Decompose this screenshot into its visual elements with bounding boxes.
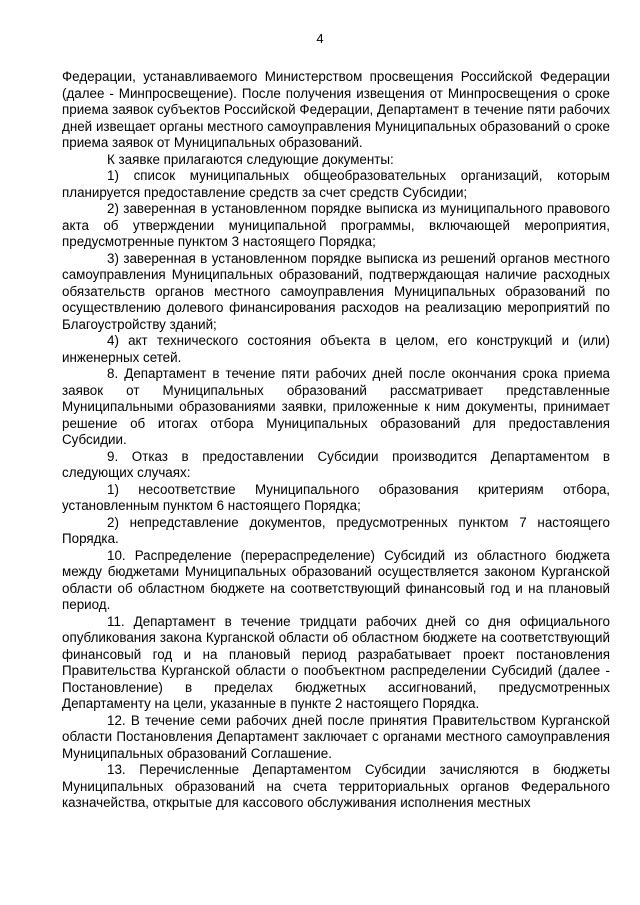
paragraph-attachment-4: 4) акт технического состояния объекта в целом, его конструкций и (или) инженерных сетей.: [62, 333, 610, 365]
paragraph-refusal-2: 2) непредставление документов, предусмотренных пунктом 7 настоящего Порядка.: [62, 514, 610, 546]
paragraph-clause-13: 13. Перечисленные Департаментом Субсидии зачисляются в бюджеты Муниципальных образований на счета территориальных органов Федерального казначейства, открытые для кассового обслуживания исполнения местных: [62, 762, 610, 810]
paragraph-clause-10: 10. Распределение (перераспределение) Субсидий из областного бюджета между бюджетами Муниципальных образований осуществляется законом Курганской области об областном бюджете на соответствующий финансовый год и на плановый период.: [62, 547, 610, 612]
paragraph-attachment-3: 3) заверенная в установленном порядке выписка из решений органов местного самоуправления Муниципальных образований, подтверждающая наличие расходных обязательств органов местного самоуправления Муниципальных образований по осуществлению долевого финансирования расходов на реализацию мероприятий по Благоустройству зданий;: [62, 250, 610, 332]
paragraph-refusal-1: 1) несоответствие Муниципального образования критериям отбора, установленным пунктом 6 настоящего Порядка;: [62, 481, 610, 513]
paragraph-attachments-intro: К заявке прилагаются следующие документы:: [107, 151, 394, 167]
paragraph-clause-9: 9. Отказ в предоставлении Субсидии производится Департаментом в следующих случаях:: [62, 448, 610, 480]
paragraph-attachment-1: 1) список муниципальных общеобразовательных организаций, которым планируется предоставление средств за счет средств Субсидии;: [62, 168, 610, 200]
paragraph-clause-12: 12. В течение семи рабочих дней после принятия Правительством Курганской области Постановления Департамент заключает с органами местного самоуправления Муниципальных образований Соглашение.: [62, 712, 610, 761]
page-number: 4: [316, 31, 324, 46]
paragraph-attachment-2: 2) заверенная в установленном порядке выписка из муниципального правового акта об утверждении муниципальной программы, включающей мероприятия, предусмотренные пунктом 3 настоящего Порядка;: [62, 201, 610, 249]
paragraph-continuation: Федерации, устанавливаемого Министерством просвещения Российской Федерации (далее - Минпросвещение). После получения извещения от Минпросвещения о сроке приема заявок субъектов Российской Федерации, Департамент в течение пяти рабочих дней извещает органы местного самоуправления Муниципальных образований о сроке приема заявок от Муниципальных образований.: [62, 69, 610, 150]
paragraph-clause-8: 8. Департамент в течение пяти рабочих дней после окончания срока приема заявок от Муниципальных образований рассматривает представленные Муниципальными образованиями заявки, приложенные к ним документы, принимает решение об итогах отбора Муниципальных образований для предоставления Субсидии.: [62, 366, 610, 447]
document-body: [62, 69, 610, 812]
paragraph-clause-11: 11. Департамент в течение тридцати рабочих дней со дня официального опубликования закона Курганской области об областном бюджете на соответствующий финансовый год и на плановый период разрабатывает проект постановления Правительства Курганской области о пообъектном распределении Субсидий (далее - Постановление) в пределах бюджетных ассигнований, предусмотренных Департаменту на цели, указанные в пункте 2 настоящего Порядка.: [62, 613, 610, 711]
